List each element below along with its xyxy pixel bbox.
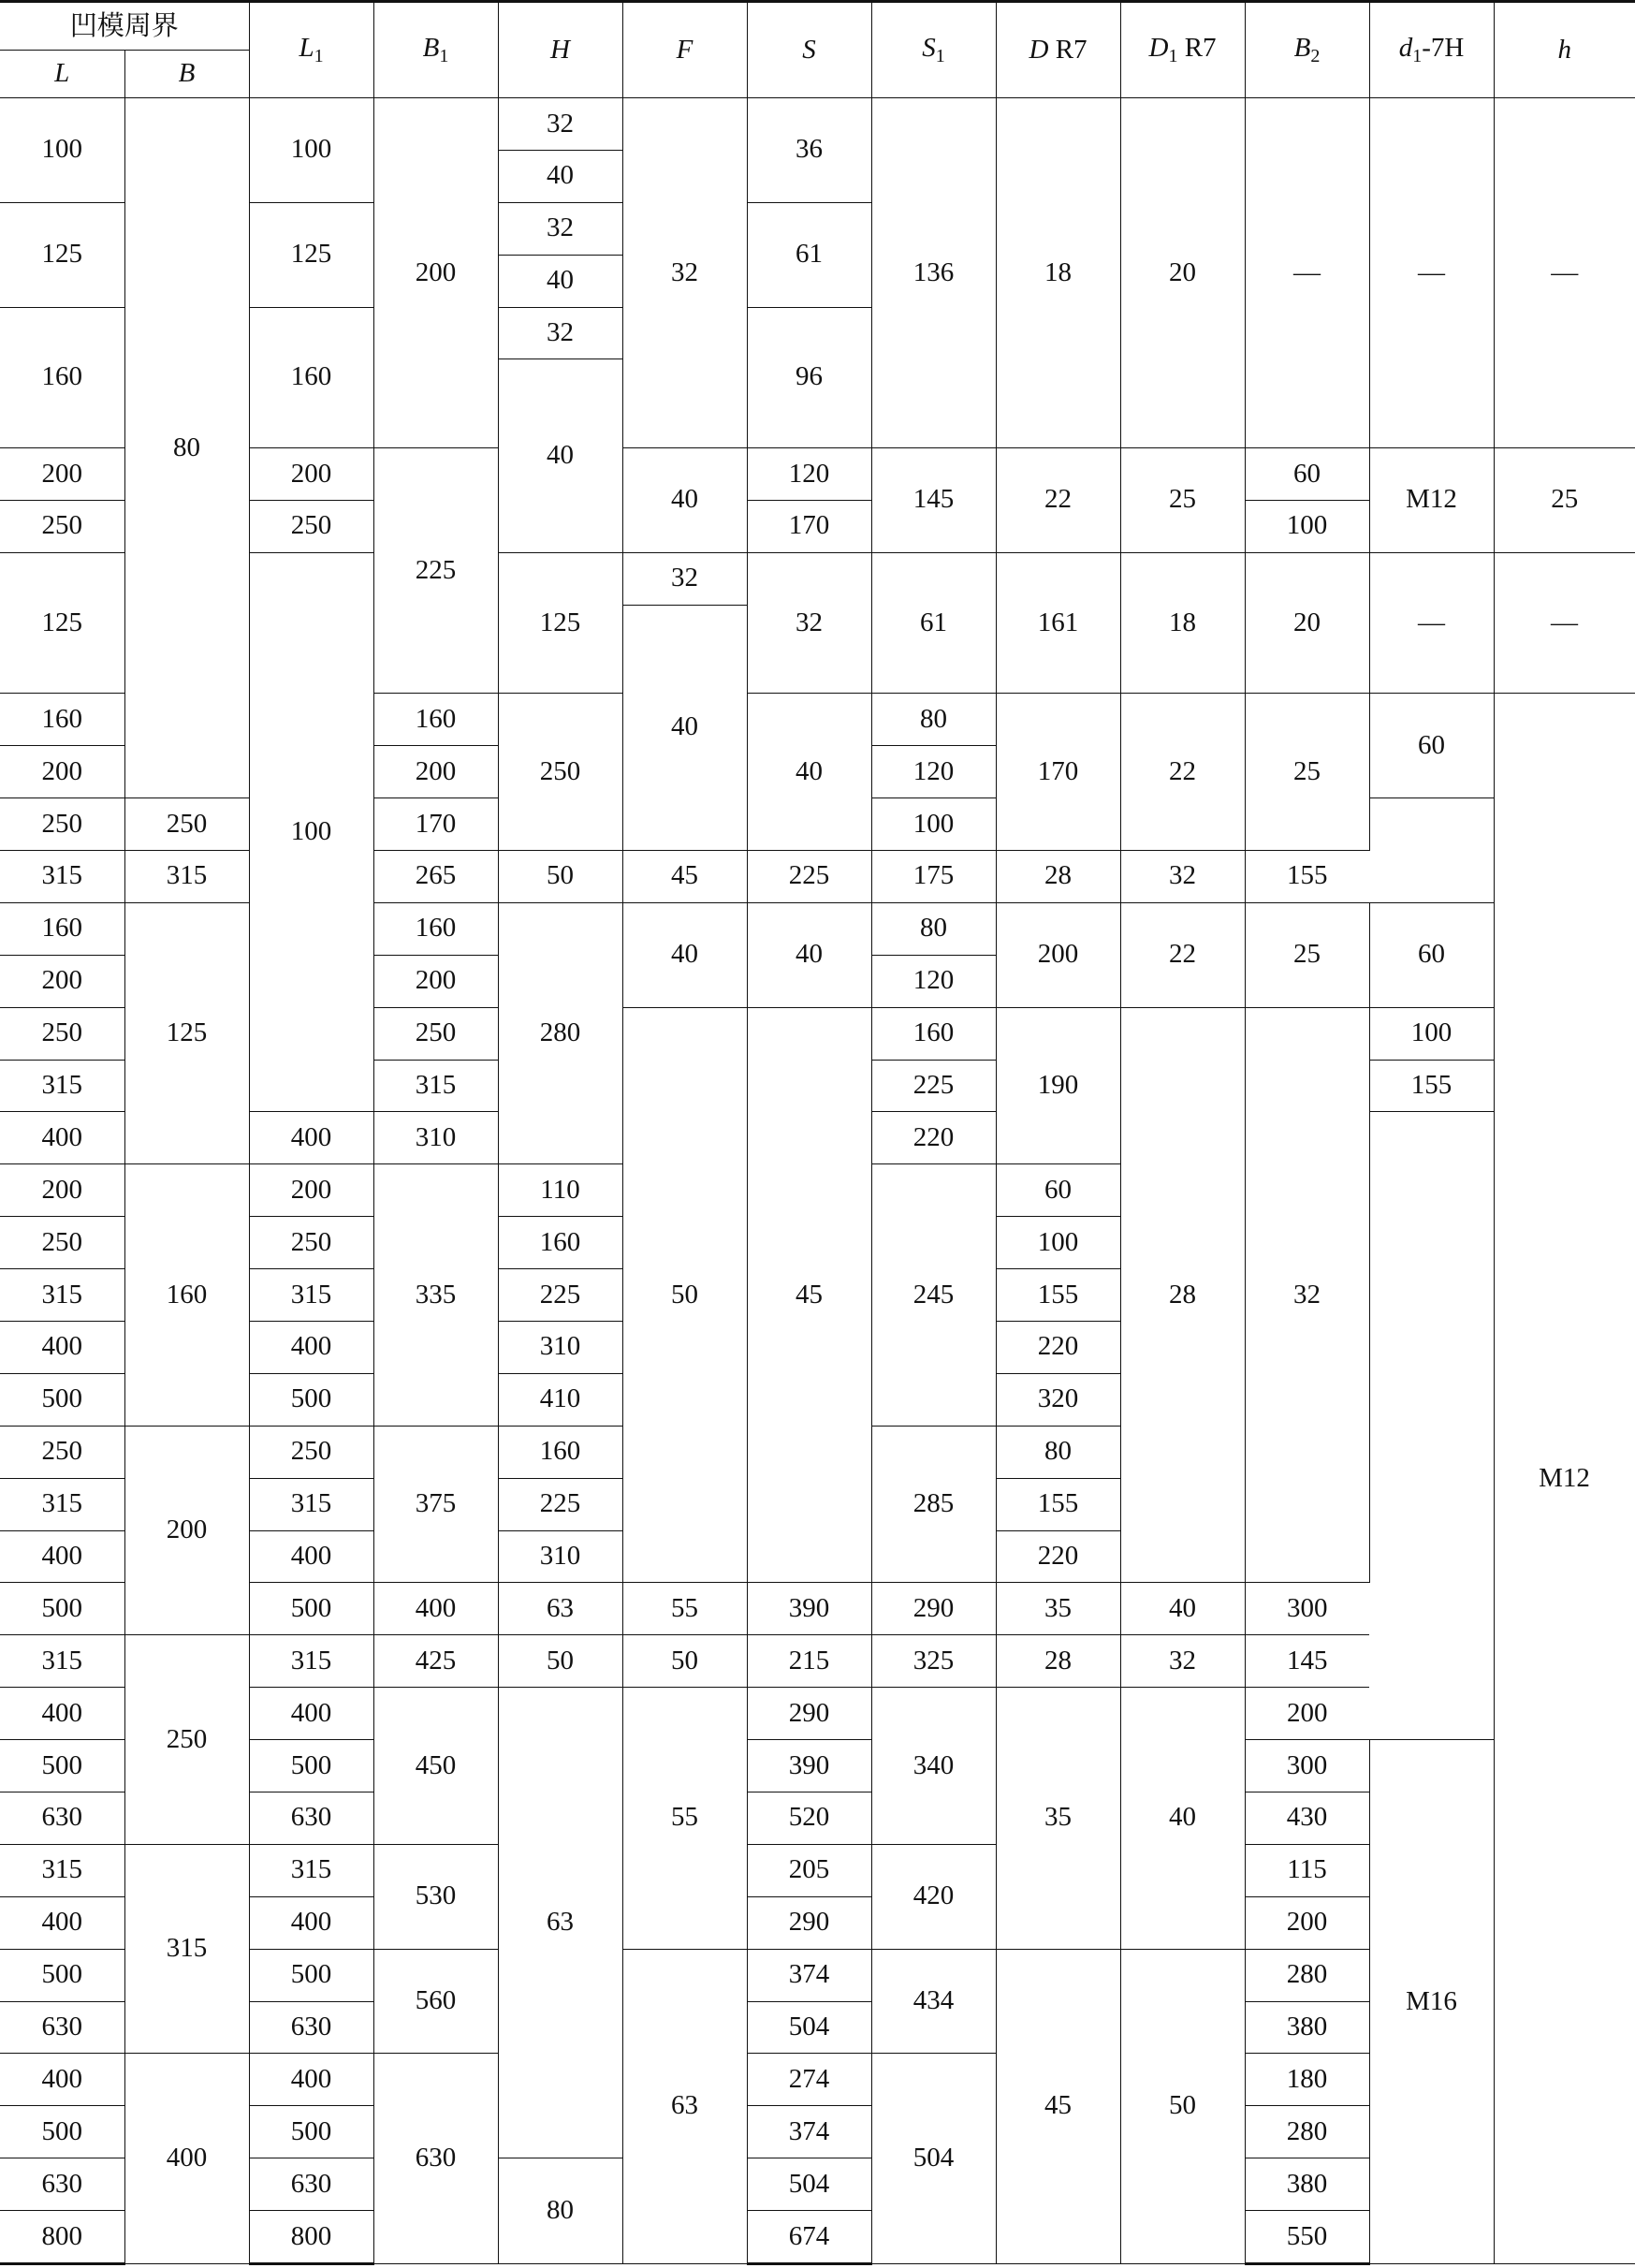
table-cell: 161	[996, 552, 1120, 693]
table-cell: 630	[0, 2001, 124, 2054]
table-cell: 315	[249, 1478, 373, 1530]
table-cell: —	[1369, 552, 1494, 693]
table-cell: 125	[0, 552, 124, 693]
table-cell: 110	[498, 1164, 622, 1217]
table-cell: 200	[0, 955, 124, 1007]
table-cell: 300	[1245, 1740, 1369, 1792]
table-cell: 315	[0, 1844, 124, 1896]
table-cell: 25	[1120, 448, 1245, 553]
table-cell: 315	[0, 1635, 124, 1688]
table-body	[0, 2, 1635, 2264]
table-cell: 220	[871, 1112, 996, 1164]
table-cell: 100	[249, 98, 373, 203]
table-cell: 250	[0, 1217, 124, 1269]
table-cell: 160	[498, 1426, 622, 1478]
table-cell: 160	[0, 694, 124, 746]
table-cell: 155	[1245, 850, 1369, 902]
table-cell: 25	[1245, 902, 1369, 1007]
table-cell: 28	[996, 1635, 1120, 1688]
table-cell: 315	[0, 1478, 124, 1530]
table-cell: 160	[0, 307, 124, 447]
table-cell: 400	[0, 1688, 124, 1740]
table-cell: 200	[996, 902, 1120, 1007]
header-B1: $B_1$	[373, 2, 498, 98]
table-cell: 400	[0, 1530, 124, 1583]
table-cell: 61	[871, 552, 996, 693]
table-cell: 500	[249, 2106, 373, 2158]
table-cell: 32	[498, 202, 622, 255]
table-cell: 380	[1245, 2001, 1369, 2054]
header-S1: $S_1$	[871, 2, 996, 98]
table-cell: 200	[0, 746, 124, 798]
table-cell: —	[1245, 98, 1369, 448]
table-cell: 290	[747, 1688, 871, 1740]
header-L1: $L_1$	[249, 2, 373, 98]
table-cell: 60	[1369, 902, 1494, 1007]
table-cell: 100	[1369, 1007, 1494, 1060]
table-cell: 40	[498, 359, 622, 552]
table-cell: 32	[498, 98, 622, 151]
table-cell: 32	[747, 552, 871, 693]
table-cell: 125	[0, 202, 124, 307]
table-cell: 434	[871, 1949, 996, 2054]
table-cell: 115	[1245, 1844, 1369, 1896]
table-cell: 50	[1120, 1949, 1245, 2263]
table-cell: M16	[1369, 1740, 1494, 2264]
table-cell: 125	[124, 902, 249, 1163]
table-cell: 315	[0, 1269, 124, 1322]
table-cell: 100	[996, 1217, 1120, 1269]
table-cell: 250	[0, 500, 124, 552]
table-cell: 18	[1120, 552, 1245, 693]
table-cell: 96	[747, 307, 871, 447]
table-cell: 250	[0, 1007, 124, 1060]
table-cell: 200	[373, 98, 498, 448]
table-cell: 200	[1245, 1896, 1369, 1949]
table-cell: 170	[747, 500, 871, 552]
table-cell: 50	[498, 1635, 622, 1688]
table-cell: —	[1369, 98, 1494, 448]
table-cell: 500	[0, 1740, 124, 1792]
table-cell: M12	[1494, 694, 1635, 2264]
table-cell: 430	[1245, 1792, 1369, 1844]
table-cell: 290	[871, 1583, 996, 1635]
table-cell: 500	[0, 1949, 124, 2001]
table-cell: 22	[996, 448, 1120, 553]
table-cell: 340	[871, 1688, 996, 1845]
table-cell: 560	[373, 1949, 498, 2054]
table-cell: 225	[871, 1060, 996, 1112]
table-cell: 160	[249, 307, 373, 447]
header-D-R7: D R7	[996, 2, 1120, 98]
table-cell: 250	[0, 798, 124, 851]
table-cell: 500	[0, 2106, 124, 2158]
table-cell: 225	[373, 448, 498, 694]
table-cell: 32	[622, 98, 747, 448]
table-cell: 800	[0, 2211, 124, 2264]
table-cell: 55	[622, 1688, 747, 1949]
table-cell: 22	[1120, 694, 1245, 851]
table-cell: 290	[747, 1896, 871, 1949]
table-cell: 50	[622, 1635, 747, 1688]
table-cell: 100	[249, 552, 373, 1112]
table-cell: 125	[498, 552, 622, 693]
table-cell: 504	[747, 2001, 871, 2054]
table-cell: 32	[622, 552, 747, 605]
table-cell: 40	[498, 150, 622, 202]
header-H: H	[498, 2, 622, 98]
table-cell: 170	[373, 798, 498, 851]
table-cell: 160	[373, 694, 498, 746]
table-cell: 530	[373, 1844, 498, 1949]
table-cell: 32	[1120, 1635, 1245, 1688]
table-cell: 630	[0, 1792, 124, 1844]
table-cell: 250	[498, 694, 622, 851]
table-row	[0, 850, 1635, 902]
header-S: S	[747, 2, 871, 98]
table-cell: 280	[1245, 1949, 1369, 2001]
table-cell: 205	[747, 1844, 871, 1896]
table-cell: 28	[996, 850, 1120, 902]
table-cell: 80	[871, 694, 996, 746]
table-cell: 250	[249, 1217, 373, 1269]
table-cell: 20	[1120, 98, 1245, 448]
table-cell: 504	[871, 2054, 996, 2264]
table-cell: 400	[0, 1112, 124, 1164]
table-cell: 225	[747, 850, 871, 902]
table-cell: 45	[747, 1007, 871, 1583]
table-cell: 40	[622, 605, 747, 850]
table-cell: —	[1494, 98, 1635, 448]
table-cell: 674	[747, 2211, 871, 2264]
table-cell: 35	[996, 1583, 1120, 1635]
table-cell: 400	[249, 1896, 373, 1949]
table-cell: 400	[249, 1321, 373, 1373]
table-cell: 155	[996, 1269, 1120, 1322]
table-cell: 100	[871, 798, 996, 851]
table-cell: 40	[622, 902, 747, 1007]
table-cell: 400	[0, 1321, 124, 1373]
table-cell: 450	[373, 1688, 498, 1845]
table-cell: 225	[498, 1478, 622, 1530]
table-cell: 425	[373, 1635, 498, 1688]
table-cell: 550	[1245, 2211, 1369, 2264]
table-cell: 200	[249, 448, 373, 501]
table-cell: 32	[498, 307, 622, 359]
table-cell: 315	[249, 1635, 373, 1688]
table-row	[0, 98, 1635, 151]
table-cell: 60	[1245, 448, 1369, 501]
table-cell: 36	[747, 98, 871, 203]
table-cell: 500	[249, 1949, 373, 2001]
table-cell: 200	[0, 1164, 124, 1217]
table-cell: 800	[249, 2211, 373, 2264]
table-cell: 315	[373, 1060, 498, 1112]
table-cell: 500	[0, 1373, 124, 1426]
table-cell: 145	[871, 448, 996, 553]
table-cell: 160	[871, 1007, 996, 1060]
table-cell: —	[1494, 552, 1635, 693]
table-cell: 200	[249, 1164, 373, 1217]
table-cell: 40	[747, 902, 871, 1007]
table-cell: 400	[373, 1583, 498, 1635]
table-cell: 18	[996, 98, 1120, 448]
table-cell: 63	[498, 1583, 622, 1635]
table-cell: 160	[0, 902, 124, 955]
table-cell: 630	[249, 2158, 373, 2211]
table-cell: 320	[996, 1373, 1120, 1426]
table-cell: 63	[498, 1688, 622, 2158]
header-row-1	[0, 2, 1635, 51]
table-cell: 630	[249, 1792, 373, 1844]
table-cell: 60	[1369, 694, 1494, 798]
table-cell: 300	[1245, 1583, 1369, 1635]
table-cell: 250	[124, 1635, 249, 1845]
table-cell: 22	[1120, 902, 1245, 1007]
table-cell: 400	[124, 2054, 249, 2264]
table-cell: 160	[373, 902, 498, 955]
header-L: L	[0, 51, 124, 98]
table-cell: 60	[996, 1164, 1120, 1217]
table-cell: 250	[0, 1426, 124, 1478]
table-cell: 200	[124, 1426, 249, 1635]
table-cell: 520	[747, 1792, 871, 1844]
table-cell: 225	[498, 1269, 622, 1322]
table-cell: 630	[249, 2001, 373, 2054]
table-cell: 400	[249, 2054, 373, 2106]
table-cell: 45	[996, 1949, 1120, 2263]
table-cell: 310	[498, 1530, 622, 1583]
table-cell: 120	[747, 448, 871, 501]
table-cell: 155	[996, 1478, 1120, 1530]
table-cell: 40	[1120, 1583, 1245, 1635]
header-group-die-perimeter: 凹模周界	[0, 2, 249, 51]
table-cell: 215	[747, 1635, 871, 1688]
header-D1-R7: $D_1$ R7	[1120, 2, 1245, 98]
table-cell: 280	[498, 902, 622, 1163]
table-cell: 61	[747, 202, 871, 307]
table-cell: 250	[249, 1426, 373, 1478]
table-cell: 400	[249, 1530, 373, 1583]
table-cell: 136	[871, 98, 996, 448]
table-cell: 35	[996, 1688, 1120, 1949]
table-cell: 315	[124, 850, 249, 902]
header-d1-7H: $d_1-7H$	[1369, 2, 1494, 98]
table-cell: 310	[498, 1321, 622, 1373]
table-cell: 50	[498, 850, 622, 902]
table-cell: 100	[1245, 500, 1369, 552]
table-cell: 250	[373, 1007, 498, 1060]
header-F: F	[622, 2, 747, 98]
table-cell: 200	[373, 955, 498, 1007]
table-row	[0, 902, 1635, 955]
table-cell: 335	[373, 1164, 498, 1426]
table-cell: 374	[747, 2106, 871, 2158]
table-cell: 250	[249, 500, 373, 552]
table-cell: 400	[0, 1896, 124, 1949]
header-h: h	[1494, 2, 1635, 98]
table-cell: 145	[1245, 1635, 1369, 1688]
table-cell: 32	[1120, 850, 1245, 902]
table-cell: 170	[996, 694, 1120, 851]
table-cell: 20	[1245, 552, 1369, 693]
table-cell: 504	[747, 2158, 871, 2211]
table-cell: 120	[871, 955, 996, 1007]
table-row	[0, 1635, 1635, 1688]
table-cell: 245	[871, 1164, 996, 1426]
table-cell: 80	[871, 902, 996, 955]
table-cell: 390	[747, 1740, 871, 1792]
table-cell: 190	[996, 1007, 1120, 1164]
table-cell: 315	[249, 1269, 373, 1322]
table-cell: 200	[1245, 1688, 1369, 1740]
table-cell: 63	[622, 1949, 747, 2263]
table-cell: 175	[871, 850, 996, 902]
table-cell: 40	[498, 255, 622, 307]
header-B2: $B_2$	[1245, 2, 1369, 98]
table-cell: 220	[996, 1530, 1120, 1583]
table-cell: 40	[747, 694, 871, 851]
table-cell: 100	[0, 98, 124, 203]
table-cell: 400	[0, 2054, 124, 2106]
table-cell: 315	[249, 1844, 373, 1896]
table-cell: 32	[1245, 1007, 1369, 1583]
table-cell: 160	[498, 1217, 622, 1269]
header-B: B	[124, 51, 249, 98]
table-cell: 380	[1245, 2158, 1369, 2211]
table-cell: 120	[871, 746, 996, 798]
table-cell: 155	[1369, 1060, 1494, 1112]
table-cell: 200	[373, 746, 498, 798]
table-cell: 410	[498, 1373, 622, 1426]
table-cell: 28	[1120, 1007, 1245, 1583]
table-cell: 40	[622, 448, 747, 553]
table-cell: 315	[0, 850, 124, 902]
table-cell: 315	[0, 1060, 124, 1112]
table-cell: 180	[1245, 2054, 1369, 2106]
table-cell: 500	[249, 1373, 373, 1426]
table-cell: 315	[124, 1844, 249, 2054]
table-cell: 500	[249, 1583, 373, 1635]
table-cell: 400	[249, 1112, 373, 1164]
table-cell: 80	[124, 98, 249, 798]
table-cell: 325	[871, 1635, 996, 1688]
table-cell: 250	[124, 798, 249, 851]
table-cell: 55	[622, 1583, 747, 1635]
table-cell: 274	[747, 2054, 871, 2106]
table-cell: 80	[498, 2158, 622, 2264]
table-cell: 265	[373, 850, 498, 902]
table-cell: 310	[373, 1112, 498, 1164]
table-cell: 374	[747, 1949, 871, 2001]
table-cell: 285	[871, 1426, 996, 1583]
table-cell: 500	[0, 1583, 124, 1635]
table-cell: 200	[0, 448, 124, 501]
table-cell: 400	[249, 1688, 373, 1740]
table-cell: 25	[1245, 694, 1369, 851]
table-cell: M12	[1369, 448, 1494, 553]
table-cell: 160	[124, 1164, 249, 1426]
table-cell: 390	[747, 1583, 871, 1635]
table-cell: 280	[1245, 2106, 1369, 2158]
table-cell: 45	[622, 850, 747, 902]
table-cell: 50	[622, 1007, 747, 1583]
table-cell: 25	[1494, 448, 1635, 553]
table-cell: 630	[0, 2158, 124, 2211]
table-cell: 630	[373, 2054, 498, 2264]
table-cell: 80	[996, 1426, 1120, 1478]
table-cell: 220	[996, 1321, 1120, 1373]
table-cell: 375	[373, 1426, 498, 1583]
table-cell: 40	[1120, 1688, 1245, 1949]
table-cell: 500	[249, 1740, 373, 1792]
table-cell: 420	[871, 1844, 996, 1949]
table-cell: 125	[249, 202, 373, 307]
